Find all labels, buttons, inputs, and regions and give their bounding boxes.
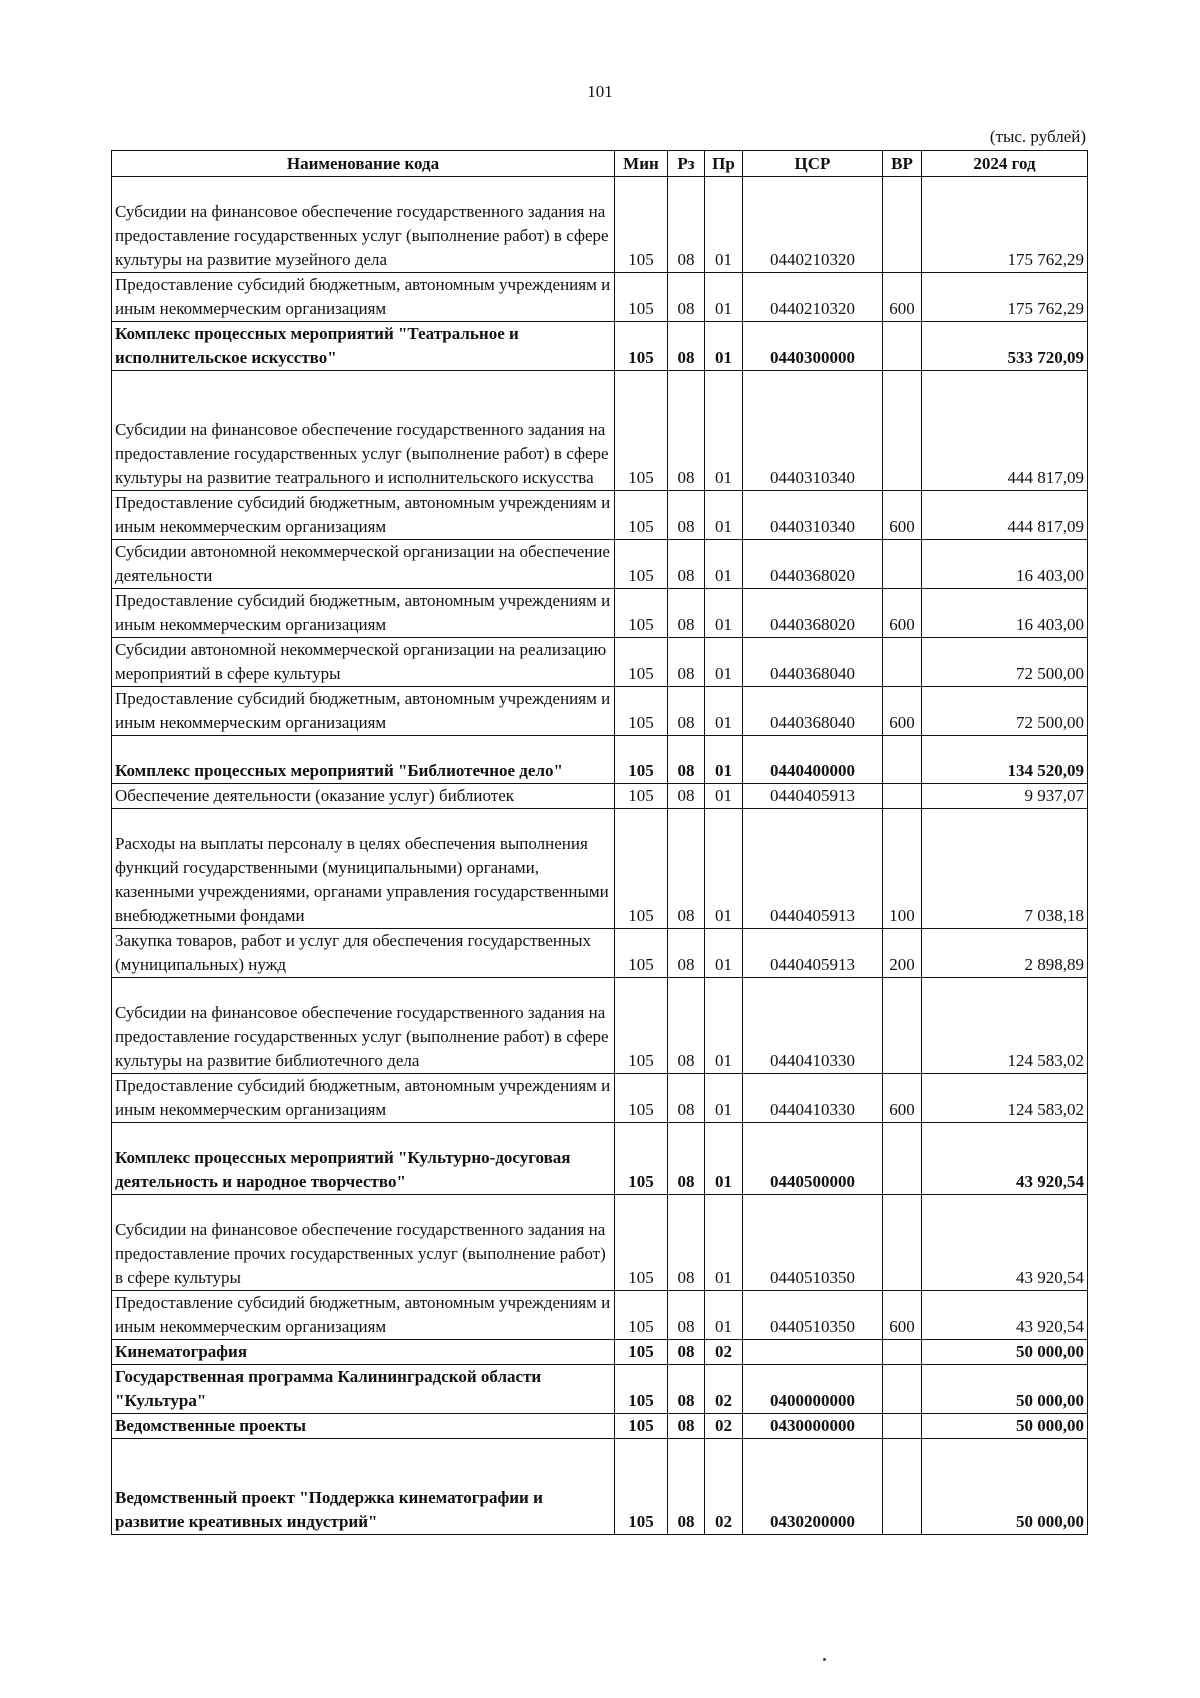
cell-rz: 08 bbox=[668, 273, 705, 322]
cell-pr: 01 bbox=[705, 540, 743, 589]
cell-csr bbox=[743, 1340, 883, 1365]
cell-rz: 08 bbox=[668, 784, 705, 809]
cell-csr: 0430000000 bbox=[743, 1414, 883, 1439]
cell-vr bbox=[883, 736, 922, 784]
cell-pr: 01 bbox=[705, 371, 743, 491]
cell-rz: 08 bbox=[668, 1291, 705, 1340]
cell-rz: 08 bbox=[668, 1365, 705, 1414]
cell-csr: 0440368040 bbox=[743, 687, 883, 736]
cell-csr: 0440310340 bbox=[743, 491, 883, 540]
cell-amount: 124 583,02 bbox=[922, 1074, 1088, 1123]
table-row bbox=[112, 1414, 1088, 1439]
page-number: 101 bbox=[587, 82, 613, 101]
cell-csr: 0440510350 bbox=[743, 1195, 883, 1291]
cell-amount: 124 583,02 bbox=[922, 978, 1088, 1074]
cell-pr: 01 bbox=[705, 687, 743, 736]
cell-name: Субсидии на финансовое обеспечение государственного задания на предоставление государственных услуг (выполнение работ) в сфере культуры на развитие библиотечного дела bbox=[112, 978, 615, 1074]
table-row bbox=[112, 638, 1088, 687]
cell-amount: 43 920,54 bbox=[922, 1123, 1088, 1195]
table-row bbox=[112, 784, 1088, 809]
cell-name: Закупка товаров, работ и услуг для обеспечения государственных (муниципальных) нужд bbox=[112, 929, 615, 978]
cell-min: 105 bbox=[615, 1340, 668, 1365]
cell-vr: 600 bbox=[883, 1291, 922, 1340]
cell-pr: 01 bbox=[705, 809, 743, 929]
cell-pr: 01 bbox=[705, 1291, 743, 1340]
cell-csr: 0440500000 bbox=[743, 1123, 883, 1195]
cell-vr bbox=[883, 540, 922, 589]
cell-csr: 0440368020 bbox=[743, 540, 883, 589]
cell-name: Предоставление субсидий бюджетным, автономным учреждениям и иным некоммерческим организациям bbox=[112, 589, 615, 638]
cell-name: Субсидии на финансовое обеспечение государственного задания на предоставление прочих государственных услуг (выполнение работ) в сфере культуры bbox=[112, 1195, 615, 1291]
cell-pr: 02 bbox=[705, 1439, 743, 1535]
cell-csr: 0440405913 bbox=[743, 809, 883, 929]
cell-rz: 08 bbox=[668, 1195, 705, 1291]
cell-amount: 2 898,89 bbox=[922, 929, 1088, 978]
cell-vr: 200 bbox=[883, 929, 922, 978]
cell-vr bbox=[883, 784, 922, 809]
budget-table bbox=[111, 150, 1088, 1535]
header-min: Мин bbox=[615, 151, 668, 177]
cell-pr: 01 bbox=[705, 491, 743, 540]
cell-pr: 02 bbox=[705, 1414, 743, 1439]
cell-name: Кинематография bbox=[112, 1340, 615, 1365]
header-name: Наименование кода bbox=[112, 151, 615, 177]
cell-amount: 50 000,00 bbox=[922, 1340, 1088, 1365]
cell-name: Расходы на выплаты персоналу в целях обеспечения выполнения функций государственными (муниципальными) органами, казенными учреждениями, органами управления государственными внебюджетными фондами bbox=[112, 809, 615, 929]
cell-vr: 600 bbox=[883, 273, 922, 322]
cell-csr: 0440368040 bbox=[743, 638, 883, 687]
cell-amount: 134 520,09 bbox=[922, 736, 1088, 784]
cell-vr bbox=[883, 371, 922, 491]
cell-amount: 9 937,07 bbox=[922, 784, 1088, 809]
cell-name: Государственная программа Калининградской области "Культура" bbox=[112, 1365, 615, 1414]
cell-csr: 0400000000 bbox=[743, 1365, 883, 1414]
cell-name: Обеспечение деятельности (оказание услуг) библиотек bbox=[112, 784, 615, 809]
cell-vr: 600 bbox=[883, 1074, 922, 1123]
cell-min: 105 bbox=[615, 1195, 668, 1291]
header-csr: ЦСР bbox=[743, 151, 883, 177]
cell-name: Субсидии автономной некоммерческой организации на реализацию мероприятий в сфере культуры bbox=[112, 638, 615, 687]
table-row bbox=[112, 273, 1088, 322]
cell-rz: 08 bbox=[668, 736, 705, 784]
cell-csr: 0440400000 bbox=[743, 736, 883, 784]
cell-amount: 444 817,09 bbox=[922, 491, 1088, 540]
cell-name: Субсидии на финансовое обеспечение государственного задания на предоставление государственных услуг (выполнение работ) в сфере культуры на развитие музейного дела bbox=[112, 177, 615, 273]
cell-pr: 01 bbox=[705, 1123, 743, 1195]
cell-amount: 72 500,00 bbox=[922, 687, 1088, 736]
table-body bbox=[112, 177, 1088, 1535]
cell-amount: 444 817,09 bbox=[922, 371, 1088, 491]
table-row bbox=[112, 809, 1088, 929]
cell-amount: 43 920,54 bbox=[922, 1195, 1088, 1291]
cell-csr: 0440310340 bbox=[743, 371, 883, 491]
cell-pr: 01 bbox=[705, 273, 743, 322]
cell-rz: 08 bbox=[668, 929, 705, 978]
cell-vr bbox=[883, 1123, 922, 1195]
header-rz: Рз bbox=[668, 151, 705, 177]
cell-rz: 08 bbox=[668, 1123, 705, 1195]
cell-csr: 0440510350 bbox=[743, 1291, 883, 1340]
cell-vr bbox=[883, 177, 922, 273]
cell-csr: 0440410330 bbox=[743, 978, 883, 1074]
cell-csr: 0430200000 bbox=[743, 1439, 883, 1535]
cell-min: 105 bbox=[615, 589, 668, 638]
scan-speck bbox=[823, 1658, 826, 1661]
cell-amount: 50 000,00 bbox=[922, 1439, 1088, 1535]
cell-rz: 08 bbox=[668, 322, 705, 371]
cell-name: Предоставление субсидий бюджетным, автономным учреждениям и иным некоммерческим организациям bbox=[112, 1291, 615, 1340]
cell-vr bbox=[883, 638, 922, 687]
cell-name: Предоставление субсидий бюджетным, автономным учреждениям и иным некоммерческим организациям bbox=[112, 491, 615, 540]
cell-amount: 72 500,00 bbox=[922, 638, 1088, 687]
cell-min: 105 bbox=[615, 809, 668, 929]
cell-rz: 08 bbox=[668, 1074, 705, 1123]
cell-csr: 0440210320 bbox=[743, 273, 883, 322]
cell-min: 105 bbox=[615, 687, 668, 736]
table-row bbox=[112, 1074, 1088, 1123]
table-row bbox=[112, 371, 1088, 491]
cell-rz: 08 bbox=[668, 978, 705, 1074]
cell-pr: 01 bbox=[705, 1195, 743, 1291]
cell-vr: 600 bbox=[883, 687, 922, 736]
cell-pr: 01 bbox=[705, 322, 743, 371]
table-row bbox=[112, 589, 1088, 638]
cell-csr: 0440210320 bbox=[743, 177, 883, 273]
cell-name: Комплекс процессных мероприятий "Библиотечное дело" bbox=[112, 736, 615, 784]
table-row bbox=[112, 1195, 1088, 1291]
cell-min: 105 bbox=[615, 1291, 668, 1340]
cell-pr: 01 bbox=[705, 978, 743, 1074]
header-vr: ВР bbox=[883, 151, 922, 177]
cell-vr bbox=[883, 1414, 922, 1439]
cell-min: 105 bbox=[615, 978, 668, 1074]
cell-amount: 7 038,18 bbox=[922, 809, 1088, 929]
cell-rz: 08 bbox=[668, 687, 705, 736]
cell-amount: 43 920,54 bbox=[922, 1291, 1088, 1340]
table-row bbox=[112, 1123, 1088, 1195]
cell-name: Комплекс процессных мероприятий "Театральное и исполнительское искусство" bbox=[112, 322, 615, 371]
cell-name: Ведомственный проект "Поддержка кинематографии и развитие креативных индустрий" bbox=[112, 1439, 615, 1535]
cell-name: Комплекс процессных мероприятий "Культурно-досуговая деятельность и народное творчество" bbox=[112, 1123, 615, 1195]
cell-rz: 08 bbox=[668, 177, 705, 273]
cell-name: Субсидии автономной некоммерческой организации на обеспечение деятельности bbox=[112, 540, 615, 589]
cell-min: 105 bbox=[615, 540, 668, 589]
cell-rz: 08 bbox=[668, 638, 705, 687]
cell-pr: 01 bbox=[705, 784, 743, 809]
cell-pr: 01 bbox=[705, 1074, 743, 1123]
table-row bbox=[112, 687, 1088, 736]
cell-min: 105 bbox=[615, 1414, 668, 1439]
cell-pr: 02 bbox=[705, 1340, 743, 1365]
cell-vr bbox=[883, 1365, 922, 1414]
table-row bbox=[112, 177, 1088, 273]
cell-pr: 01 bbox=[705, 177, 743, 273]
cell-amount: 16 403,00 bbox=[922, 540, 1088, 589]
cell-csr: 0440368020 bbox=[743, 589, 883, 638]
table-row bbox=[112, 1291, 1088, 1340]
cell-min: 105 bbox=[615, 371, 668, 491]
cell-csr: 0440405913 bbox=[743, 929, 883, 978]
units-label: (тыс. рублей) bbox=[989, 127, 1086, 146]
cell-rz: 08 bbox=[668, 809, 705, 929]
cell-amount: 533 720,09 bbox=[922, 322, 1088, 371]
table-row bbox=[112, 929, 1088, 978]
table-row bbox=[112, 322, 1088, 371]
cell-rz: 08 bbox=[668, 589, 705, 638]
cell-min: 105 bbox=[615, 491, 668, 540]
cell-min: 105 bbox=[615, 273, 668, 322]
table-row bbox=[112, 736, 1088, 784]
cell-min: 105 bbox=[615, 784, 668, 809]
cell-min: 105 bbox=[615, 177, 668, 273]
cell-min: 105 bbox=[615, 736, 668, 784]
table-row bbox=[112, 540, 1088, 589]
cell-amount: 16 403,00 bbox=[922, 589, 1088, 638]
header-amount: 2024 год bbox=[922, 151, 1088, 177]
cell-min: 105 bbox=[615, 638, 668, 687]
cell-amount: 50 000,00 bbox=[922, 1414, 1088, 1439]
cell-pr: 01 bbox=[705, 929, 743, 978]
cell-min: 105 bbox=[615, 1439, 668, 1535]
cell-min: 105 bbox=[615, 1123, 668, 1195]
table-row bbox=[112, 1439, 1088, 1535]
cell-rz: 08 bbox=[668, 1439, 705, 1535]
cell-vr bbox=[883, 1439, 922, 1535]
table-header-row bbox=[112, 151, 1088, 177]
cell-rz: 08 bbox=[668, 1414, 705, 1439]
table-row bbox=[112, 491, 1088, 540]
cell-vr: 600 bbox=[883, 491, 922, 540]
cell-csr: 0440405913 bbox=[743, 784, 883, 809]
cell-amount: 175 762,29 bbox=[922, 273, 1088, 322]
table-row bbox=[112, 1340, 1088, 1365]
cell-vr: 100 bbox=[883, 809, 922, 929]
cell-name: Предоставление субсидий бюджетным, автономным учреждениям и иным некоммерческим организациям bbox=[112, 1074, 615, 1123]
cell-min: 105 bbox=[615, 1074, 668, 1123]
cell-min: 105 bbox=[615, 1365, 668, 1414]
cell-amount: 50 000,00 bbox=[922, 1365, 1088, 1414]
cell-vr bbox=[883, 1340, 922, 1365]
cell-name: Предоставление субсидий бюджетным, автономным учреждениям и иным некоммерческим организациям bbox=[112, 687, 615, 736]
cell-name: Субсидии на финансовое обеспечение государственного задания на предоставление государственных услуг (выполнение работ) в сфере культуры на развитие театрального и исполнительского искусства bbox=[112, 371, 615, 491]
cell-pr: 01 bbox=[705, 736, 743, 784]
cell-rz: 08 bbox=[668, 1340, 705, 1365]
cell-vr bbox=[883, 978, 922, 1074]
cell-csr: 0440300000 bbox=[743, 322, 883, 371]
cell-vr bbox=[883, 1195, 922, 1291]
cell-rz: 08 bbox=[668, 371, 705, 491]
cell-min: 105 bbox=[615, 929, 668, 978]
table-row bbox=[112, 978, 1088, 1074]
cell-pr: 02 bbox=[705, 1365, 743, 1414]
table-row bbox=[112, 1365, 1088, 1414]
cell-pr: 01 bbox=[705, 589, 743, 638]
cell-vr: 600 bbox=[883, 589, 922, 638]
cell-amount: 175 762,29 bbox=[922, 177, 1088, 273]
cell-vr bbox=[883, 322, 922, 371]
cell-rz: 08 bbox=[668, 491, 705, 540]
cell-rz: 08 bbox=[668, 540, 705, 589]
header-pr: Пр bbox=[705, 151, 743, 177]
cell-pr: 01 bbox=[705, 638, 743, 687]
cell-min: 105 bbox=[615, 322, 668, 371]
cell-name: Предоставление субсидий бюджетным, автономным учреждениям и иным некоммерческим организациям bbox=[112, 273, 615, 322]
cell-csr: 0440410330 bbox=[743, 1074, 883, 1123]
cell-name: Ведомственные проекты bbox=[112, 1414, 615, 1439]
